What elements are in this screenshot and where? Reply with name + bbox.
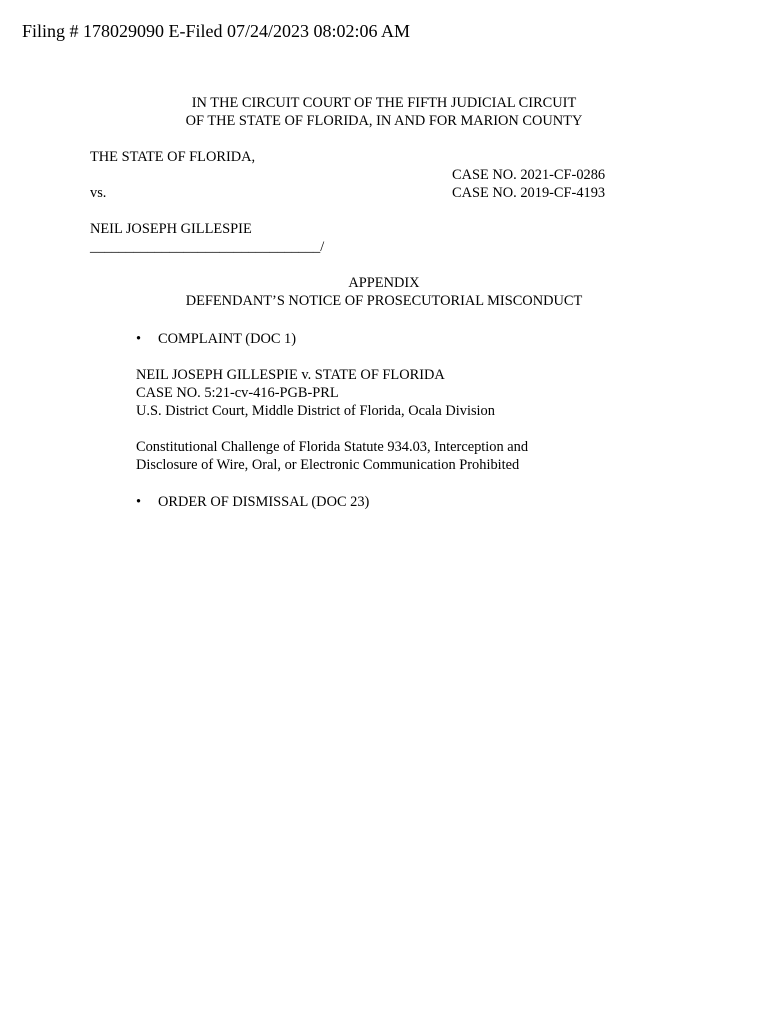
bullet-icon: •: [136, 331, 142, 347]
appendix-title: APPENDIX: [348, 275, 420, 291]
federal-case-court: U.S. District Court, Middle District of Florida, Ocala Division: [136, 403, 495, 419]
case-numbers: [452, 166, 605, 202]
appendix-heading: [0, 274, 768, 310]
challenge-line-2: Disclosure of Wire, Oral, or Electronic Communication Prohibited: [136, 457, 520, 473]
case-number-2: CASE NO. 2019-CF-4193: [452, 185, 606, 201]
court-heading: [0, 94, 768, 130]
plaintiff-name: THE STATE OF FLORIDA,: [90, 149, 256, 165]
court-heading-line-1: IN THE CIRCUIT COURT OF THE FIFTH JUDICIAL CIRCUIT: [191, 95, 577, 111]
defendant-name: NEIL JOSEPH GILLESPIE: [90, 221, 252, 237]
federal-case-number: CASE NO. 5:21-cv-416-PGB-PRL: [136, 385, 339, 401]
list-item-order-of-dismissal: [136, 493, 369, 511]
filing-stamp: Filing # 178029090 E-Filed 07/24/2023 08:02:06 AM: [22, 21, 411, 41]
case-number-1: CASE NO. 2021-CF-0286: [452, 167, 606, 183]
list-item-complaint: [136, 330, 296, 348]
bullet-icon: •: [136, 494, 142, 510]
list-item-label: COMPLAINT (DOC 1): [158, 331, 297, 347]
versus-label: vs.: [90, 185, 107, 201]
caption-signature-line: ________________________________/: [90, 239, 325, 255]
court-heading-line-2: OF THE STATE OF FLORIDA, IN AND FOR MARION COUNTY: [185, 113, 583, 129]
challenge-line-1: Constitutional Challenge of Florida Statute 934.03, Interception and: [136, 439, 529, 455]
federal-case-parties: NEIL JOSEPH GILLESPIE v. STATE OF FLORIDA: [136, 367, 445, 383]
federal-case-block: [136, 366, 495, 420]
list-item-label: ORDER OF DISMISSAL (DOC 23): [158, 494, 370, 510]
appendix-subtitle: DEFENDANT’S NOTICE OF PROSECUTORIAL MISCONDUCT: [185, 293, 583, 309]
constitutional-challenge-block: [136, 438, 528, 474]
